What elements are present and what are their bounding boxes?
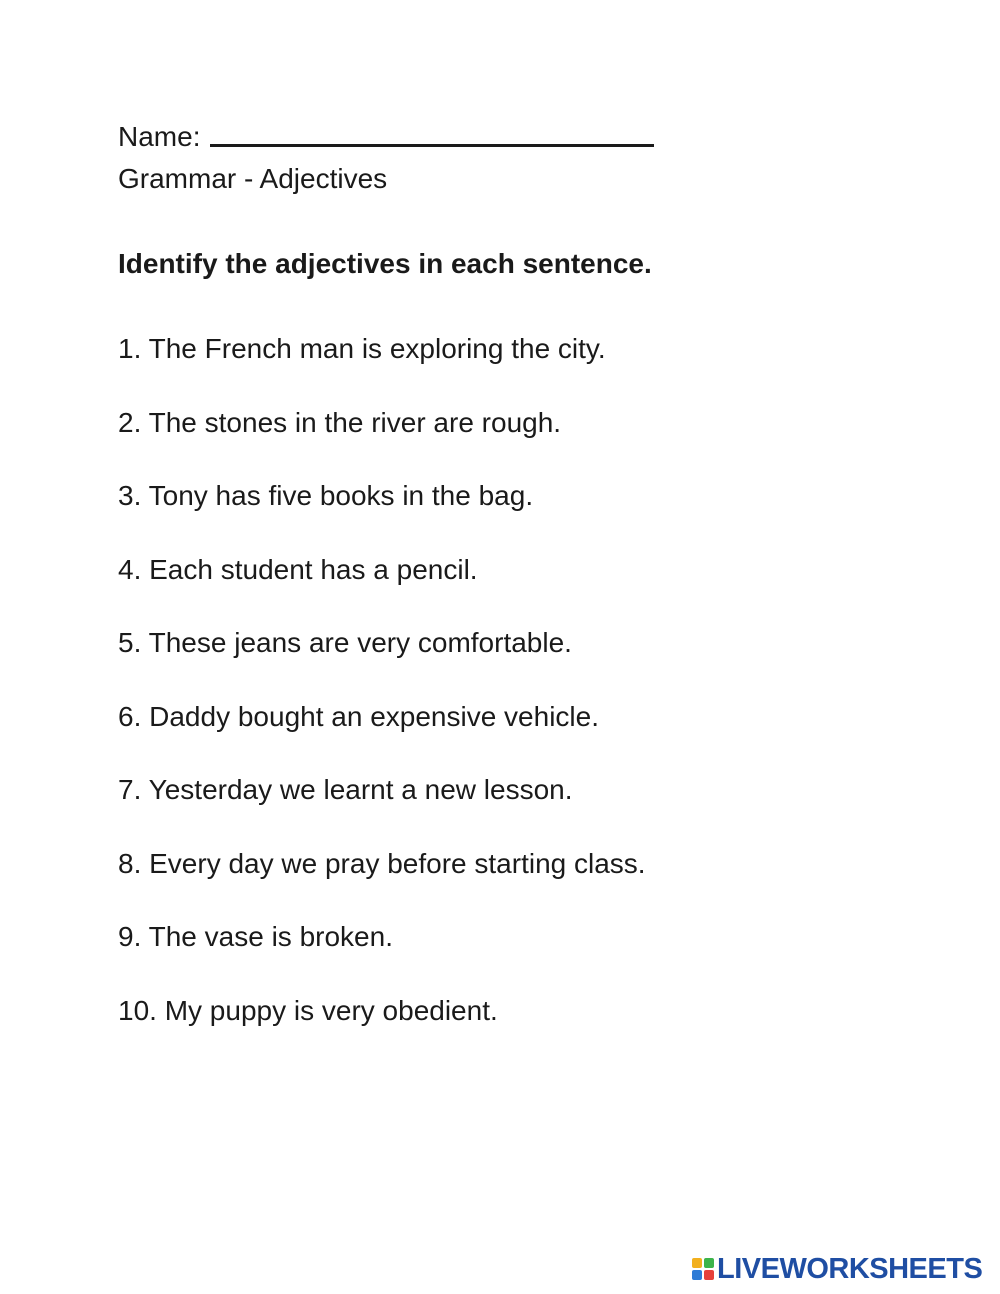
question-item: 6. Daddy bought an expensive vehicle.	[118, 700, 599, 732]
logo-tile-icon	[692, 1270, 702, 1280]
name-blank-line	[210, 144, 654, 147]
instruction-text: Identify the adjectives in each sentence.	[118, 248, 652, 279]
logo-tile-icon	[704, 1258, 714, 1268]
logo-text: LIVEWORKSHEETS	[717, 1253, 983, 1285]
question-item: 2. The stones in the river are rough.	[118, 406, 562, 438]
logo-tile-icon	[704, 1270, 714, 1280]
name-label: Name:	[118, 121, 201, 152]
question-item: 5. These jeans are very comfortable.	[118, 627, 572, 658]
question-item: 7. Yesterday we learnt a new lesson.	[118, 774, 573, 805]
name-row	[118, 120, 654, 154]
logo-tile-icon	[692, 1258, 702, 1268]
liveworksheets-logo	[692, 1254, 982, 1284]
question-item: 9. The vase is broken.	[118, 921, 393, 952]
question-item: 10. My puppy is very obedient.	[118, 994, 498, 1026]
worksheet-subtitle: Grammar - Adjectives	[118, 163, 388, 194]
question-item: 1. The French man is exploring the city.	[118, 333, 606, 364]
question-item: 3. Tony has five books in the bag.	[118, 480, 534, 511]
logo-mark-icon	[692, 1258, 714, 1280]
question-item: 8. Every day we pray before starting class.	[118, 847, 646, 879]
question-item: 4. Each student has a pencil.	[118, 553, 478, 585]
question-list	[118, 332, 646, 1067]
